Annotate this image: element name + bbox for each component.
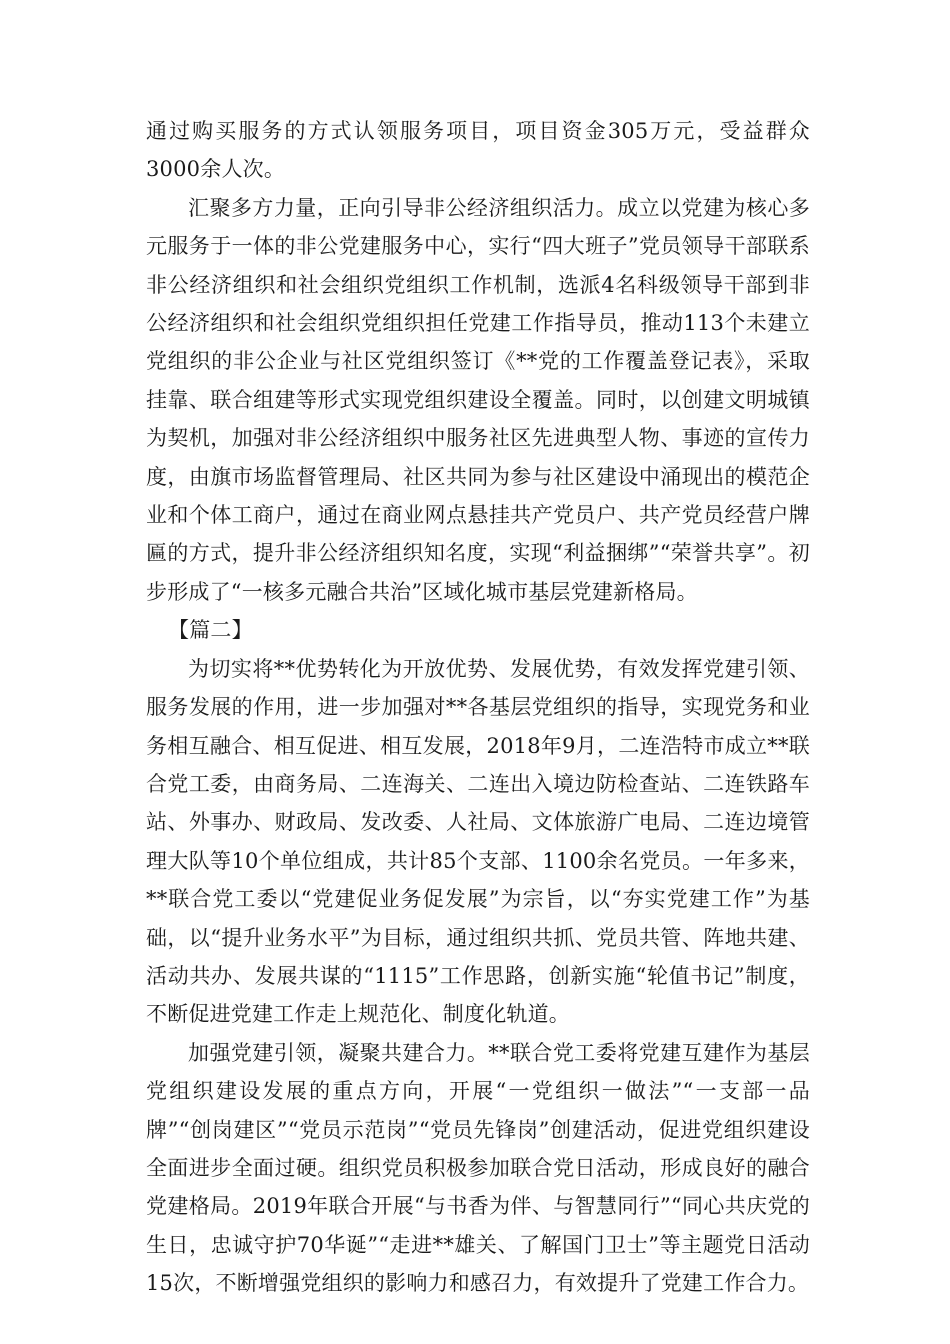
paragraph-nonpublic-economy: 汇聚多方力量，正向引导非公经济组织活力。成立以党建为核心多元服务于一体的非公党建服务中心，实行“四大班子”党员领导干部联系非公经济组织和社会组织党组织工作机制，选派4名科级领导干部到非公经济组织和社会组织党组织担任党建工作指导员，推动113个未建立党组织的非公企业与社区党组织签订《**党的工作覆盖登记表》，采取挂靠、联合组建等形式实现党组织建设全覆盖。同时，以创建文明城镇为契机，加强对非公经济组织中服务社区先进典型人物、事迹的宣传力度，由旗市场监督管理局、社区共同为参与社区建设中涌现出的模范企业和个体工商户，通过在商业网点悬挂共产党员户、共产党员经营户牌匾的方式，提升非公经济组织知名度，实现“利益捆绑”“荣誉共享”。初步形成了“一核多元融合共治”区域化城市基层党建新格局。 xyxy=(146,195,810,604)
paragraph-joint-party-committee: 为切实将**优势转化为开放优势、发展优势，有效发挥党建引领、服务发展的作用，进一步加强对**各基层党组织的指导，实现党务和业务相互融合、相互促进、相互发展，2018年9月，二连浩特市成立**联合党工委，由商务局、二连海关、二连出入境边防检查站、二连铁路车站、外事办、财政局、发改委、人社局、文体旅游广电局、二连边境管理大队等10个单位组成，共计85个支部、1100余名党员。一年多来，**联合党工委以“党建促业务促发展”为宗旨，以“夯实党建工作”为基础，以“提升业务水平”为目标，通过组织共抓、党员共管、阵地共建、活动共办、发展共谋的“1115”工作思路，创新实施“轮值书记”制度，不断促进党建工作走上规范化、制度化轨道。 xyxy=(146,656,810,1027)
paragraph-continuation: 通过购买服务的方式认领服务项目，项目资金305万元，受益群众3000余人次。 xyxy=(146,119,810,182)
paragraph-party-building-leadership: 加强党建引领，凝聚共建合力。**联合党工委将党建互建作为基层党组织建设发展的重点方向，开展“一党组织一做法”“一支部一品牌”“创岗建区”“党员示范岗”“党员先锋岗”创建活动，促进党组织建设全面进步全面过硬。组织党员积极参加联合党日活动，形成良好的融合党建格局。2019年联合开展“与书香为伴、与智慧同行”“同心共庆党的生日，忠诚守护70华诞”“走进**雄关、了解国门卫士”等主题党日活动15次，不断增强党组织的影响力和感召力，有效提升了党建工作合力。 xyxy=(146,1040,810,1296)
section-heading: 【篇二】 xyxy=(168,618,253,643)
document-body xyxy=(146,112,810,1303)
